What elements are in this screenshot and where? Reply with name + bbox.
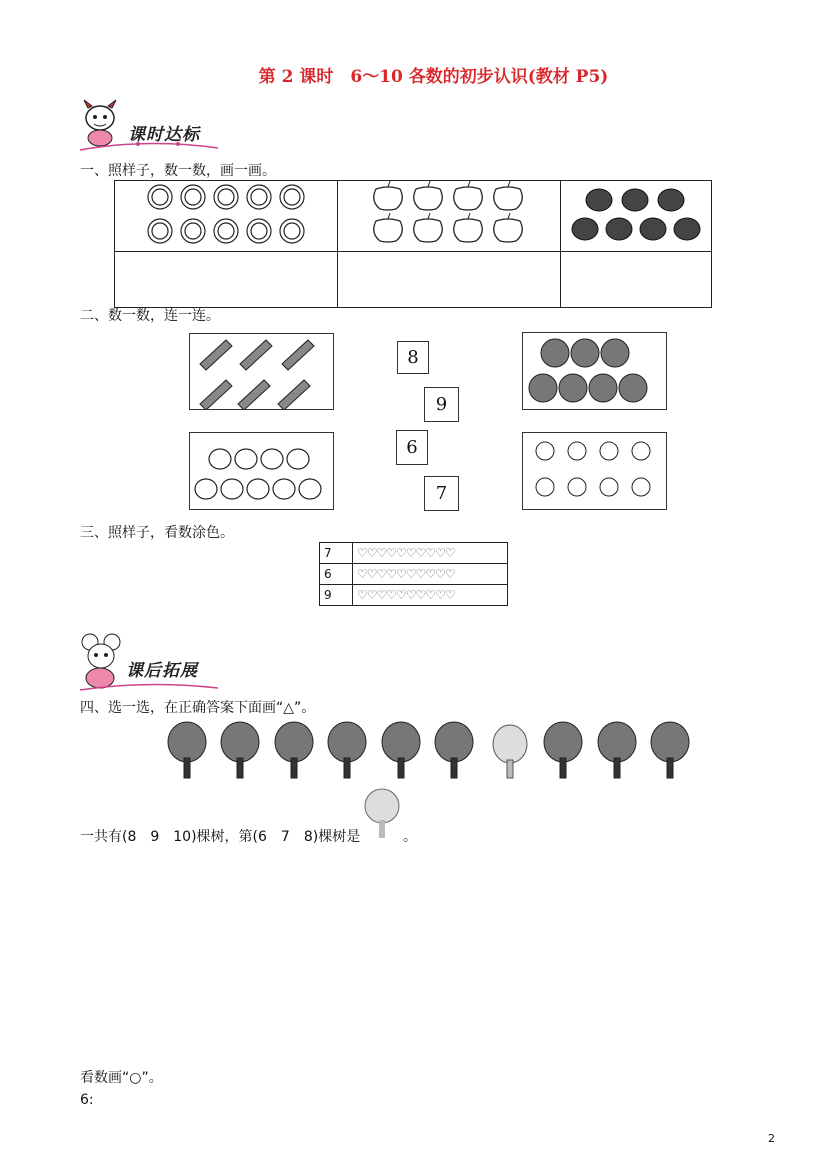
apple-cell [338,181,561,252]
question-2: 二、数一数，连一连。 [80,308,220,324]
section-label: 课后拓展 [126,661,198,681]
answer-cell-1[interactable] [115,252,338,308]
pencil-box[interactable] [189,333,334,410]
number-card-9[interactable]: 9 [424,387,459,422]
question-3: 三、照样子，看数涂色。 [80,525,234,541]
heart-icons[interactable]: ♡♡♡♡♡♡♡♡♡♡ [353,543,508,564]
apple-box[interactable] [189,432,334,510]
watermelon-box[interactable] [522,332,667,410]
row-number: 7 [320,543,353,564]
pencil-icons [190,334,333,409]
row-number: 6 [320,564,353,585]
number-card-8[interactable]: 8 [397,341,429,374]
pale-tree-icon [362,788,402,840]
grape-box[interactable] [522,432,667,510]
number-card-6[interactable]: 6 [396,430,428,465]
row-number: 9 [320,585,353,606]
answer-cell-2[interactable] [338,252,561,308]
apple-icons [338,181,560,247]
question-5: 看数画“○”。 [80,1070,163,1086]
section-header-class [78,98,228,154]
apple-small-icons [190,433,333,509]
section-header-after [78,632,228,692]
flower-cell [115,181,338,252]
tree-row [165,720,695,780]
draw-grid [114,180,712,308]
answer-end: 。 [403,829,417,845]
grape-icons [523,433,666,509]
watermelon-icons [523,333,666,409]
heart-icons[interactable]: ♡♡♡♡♡♡♡♡♡♡ [353,585,508,606]
question-1: 一、照样子，数一数，画一画。 [80,163,276,179]
answer-cell-3[interactable] [561,252,712,308]
draw-line-6[interactable]: 6: [80,1092,94,1108]
heart-row [320,585,508,606]
flower-icons [115,181,337,247]
strawberry-icons [561,181,711,247]
heart-icons[interactable]: ♡♡♡♡♡♡♡♡♡♡ [353,564,508,585]
answer-line: 一共有(8 9 10)棵树，第(6 7 8)棵树是 [80,829,361,845]
page-number: 2 [768,1132,775,1145]
heart-table [319,542,508,606]
question-4: 四、选一选，在正确答案下面画“△”。 [80,700,316,716]
strawberry-cell [561,181,712,252]
page-title: 第 2 课时 6～10 各数的初步认识(教材 P5) [258,67,609,87]
heart-row [320,543,508,564]
number-card-7[interactable]: 7 [424,476,459,511]
tree-question [80,826,360,846]
tree-icons [165,720,695,780]
heart-row [320,564,508,585]
section-label: 课时达标 [128,125,200,145]
